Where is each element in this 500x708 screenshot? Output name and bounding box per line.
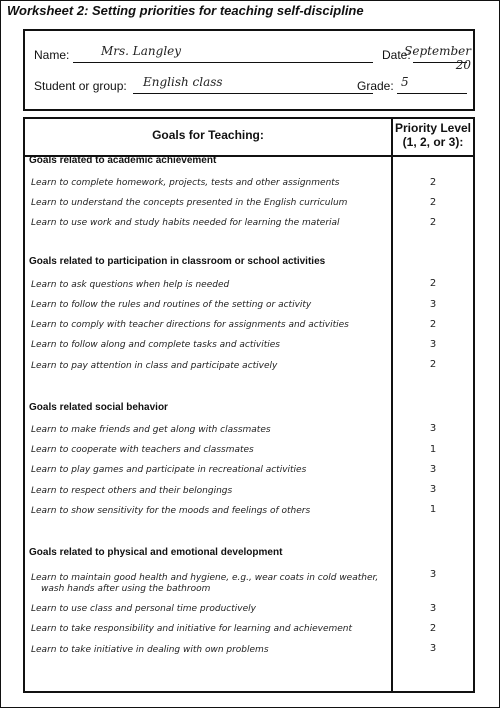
goal-item: Learn to ask questions when help is needed <box>31 280 230 290</box>
section-heading-academic: Goals related to academic achievement <box>29 155 217 166</box>
name-value: Mrs. Langley <box>101 44 182 58</box>
goal-item: Learn to respect others and their belongings <box>31 486 233 496</box>
student-group-label: Student or group: <box>34 79 127 93</box>
goal-priority[interactable]: 3 <box>429 299 437 310</box>
goal-priority[interactable]: 2 <box>429 217 437 228</box>
name-label: Name: <box>34 48 70 62</box>
goal-priority[interactable]: 2 <box>429 197 437 208</box>
goal-priority[interactable]: 2 <box>429 177 437 188</box>
worksheet-title: Worksheet 2: Setting priorities for teaching self-discipline <box>7 3 364 18</box>
goal-priority[interactable]: 2 <box>429 319 437 330</box>
goal-priority[interactable]: 2 <box>429 623 437 634</box>
goal-item: Learn to maintain good health and hygiene, e.g., wear coats in cold weather, <box>31 573 379 583</box>
goal-priority[interactable]: 2 <box>429 359 437 370</box>
goal-priority[interactable]: 3 <box>429 569 437 580</box>
goals-table <box>23 117 475 693</box>
goal-priority[interactable]: 1 <box>429 504 437 515</box>
student-info-box <box>23 29 475 111</box>
priority-header-line1: Priority Level <box>394 121 472 135</box>
student-group-field-line[interactable] <box>133 93 373 94</box>
goal-item: Learn to make friends and get along with classmates <box>31 425 271 435</box>
goal-item: Learn to use work and study habits needed for learning the material <box>31 218 340 228</box>
name-field-line[interactable] <box>73 62 373 63</box>
date-label: Date: <box>382 48 411 62</box>
goal-item: Learn to show sensitivity for the moods and feelings of others <box>31 506 311 516</box>
goal-item: Learn to complete homework, projects, tests and other assignments <box>31 178 340 188</box>
goal-priority[interactable]: 3 <box>429 423 437 434</box>
goal-item: Learn to follow the rules and routines of the setting or activity <box>31 300 312 310</box>
goal-item: Learn to play games and participate in recreational activities <box>31 465 307 475</box>
goal-item-continued: wash hands after using the bathroom <box>41 584 211 594</box>
student-group-value: English class <box>143 75 223 89</box>
goal-item: Learn to pay attention in class and participate actively <box>31 361 278 371</box>
goal-priority[interactable]: 3 <box>429 484 437 495</box>
goal-item: Learn to take responsibility and initiative for learning and achievement <box>31 624 353 634</box>
priority-header-line2: (1, 2, or 3): <box>402 135 464 149</box>
goal-item: Learn to understand the concepts presented in the English curriculum <box>31 198 348 208</box>
grade-value: 5 <box>401 75 409 89</box>
goal-item: Learn to cooperate with teachers and classmates <box>31 445 254 455</box>
section-heading-physical: Goals related to physical and emotional development <box>29 547 283 558</box>
section-heading-social: Goals related social behavior <box>29 402 168 413</box>
date-value: September 20 <box>404 44 471 72</box>
goal-priority[interactable]: 3 <box>429 603 437 614</box>
info-row-name-date <box>25 44 473 72</box>
priority-header <box>393 121 473 149</box>
goal-item: Learn to use class and personal time productively <box>31 604 256 614</box>
goal-priority[interactable]: 3 <box>429 643 437 654</box>
goal-priority[interactable]: 2 <box>429 278 437 289</box>
goal-item: Learn to comply with teacher directions for assignments and activities <box>31 320 349 330</box>
goals-header: Goals for Teaching: <box>152 128 264 142</box>
grade-field-line[interactable] <box>397 93 467 94</box>
goal-priority[interactable]: 1 <box>429 444 437 455</box>
info-row-student-grade <box>25 75 473 97</box>
goal-priority[interactable]: 3 <box>429 464 437 475</box>
grade-label: Grade: <box>357 79 394 93</box>
goal-item: Learn to take initiative in dealing with own problems <box>31 645 269 655</box>
goal-priority[interactable]: 3 <box>429 339 437 350</box>
goal-item: Learn to follow along and complete tasks and activities <box>31 340 280 350</box>
section-heading-participation: Goals related to participation in classroom or school activities <box>29 256 326 267</box>
